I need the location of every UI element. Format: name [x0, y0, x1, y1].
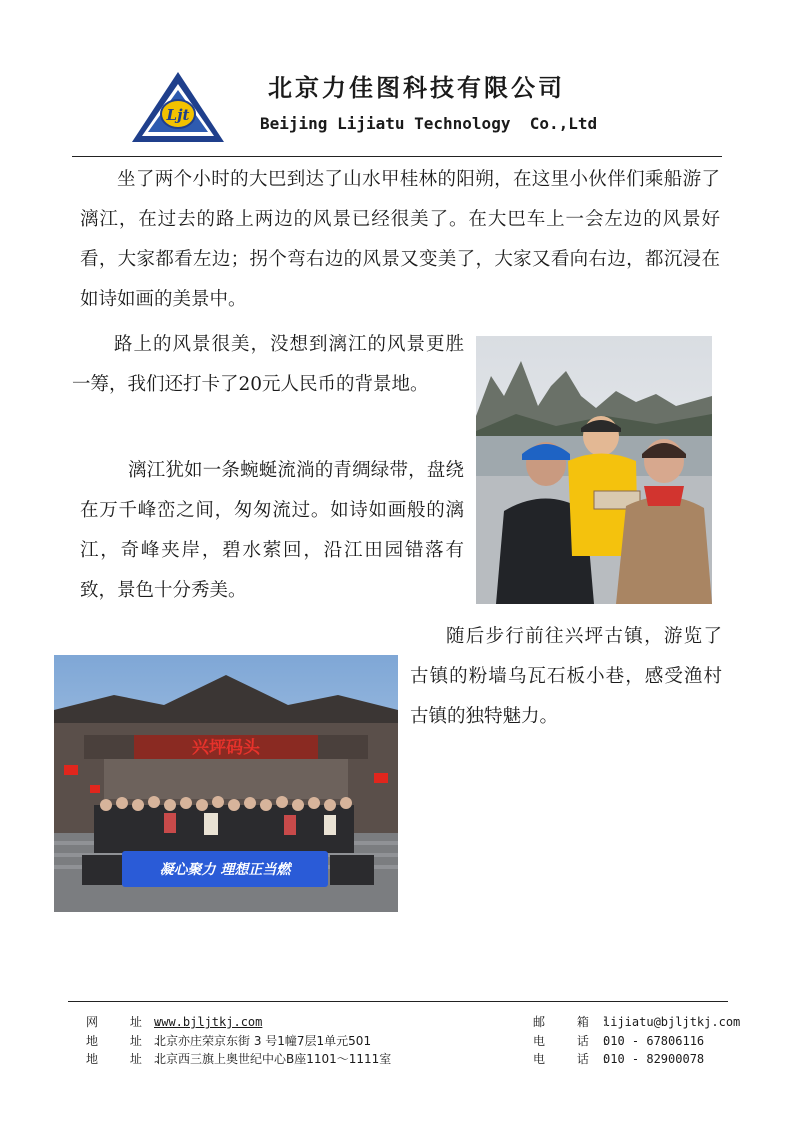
email-value[interactable]: lijiatu@bjljtkj.com [603, 1015, 741, 1029]
footer-website-row [86, 1013, 262, 1030]
li-river-family-photo [476, 336, 712, 604]
company-logo [130, 70, 226, 144]
company-name-en: Beijing Lijiatu Technology Co.,Ltd [260, 114, 598, 133]
phone2-label: 电 话: [533, 1052, 621, 1066]
phone1-value: 010 - 67806116 [603, 1034, 705, 1048]
footer-phone1-row [533, 1032, 704, 1049]
company-name-cn: 北京力佳图科技有限公司 [268, 74, 565, 102]
logo-text: Ljt [166, 106, 190, 124]
paragraph-bus-ride: 坐了两个小时的大巴到达了山水甲桂林的阳朔，在这里小伙伴们乘船游了漓江，在过去的路上两边的风景已经很美了。在大巴车上一会左边的风景好看，大家都看左边；拐个弯右边的风景又变美了，大家又看向右边，都沉浸在如诗如画的美景中。 [80, 169, 720, 310]
address1-value: 北京亦庄荣京东街 3 号1幢7层1单元501 [154, 1034, 372, 1048]
address1-label: 地 址: [86, 1034, 174, 1048]
footer-phone2-row [533, 1050, 704, 1067]
website-label: 网 址: [86, 1015, 174, 1029]
footer-address2-row [86, 1050, 391, 1067]
paragraph-xingping-town: 随后步行前往兴坪古镇，游览了古镇的粉墙乌瓦石板小巷，感受渔村古镇的独特魅力。 [410, 626, 722, 727]
email-label: 邮 箱: [533, 1015, 621, 1029]
paragraph-li-river: 漓江犹如一条蜿蜒流淌的青绸绿带，盘绕在万千峰峦之间，匆匆流过。如诗如画般的漓江，奇峰夹岸，碧水萦回，沿江田园错落有致，景色十分秀美。 [80, 460, 464, 601]
website-link[interactable]: www.bjljtkj.com [154, 1015, 263, 1029]
footer-email-row [533, 1013, 740, 1030]
paragraph-twenty-yuan: 路上的风景很美，没想到漓江的风景更胜一筹，我们还打卡了20元人民币的背景地。 [72, 334, 464, 395]
group-banner-text: 凝心聚力 理想正当燃 [159, 862, 291, 878]
header-divider [72, 156, 722, 157]
pier-sign-text: 兴坪码头 [192, 738, 260, 758]
address2-label: 地 址: [86, 1052, 174, 1066]
footer-divider [68, 1001, 728, 1002]
phone2-value: 010 - 82900078 [603, 1052, 705, 1066]
footer-address1-row [86, 1032, 371, 1049]
address2-value: 北京西三旗上奥世纪中心B座1101～1111室 [154, 1052, 392, 1066]
phone1-label: 电 话: [533, 1034, 621, 1048]
xingping-group-photo [54, 655, 398, 912]
